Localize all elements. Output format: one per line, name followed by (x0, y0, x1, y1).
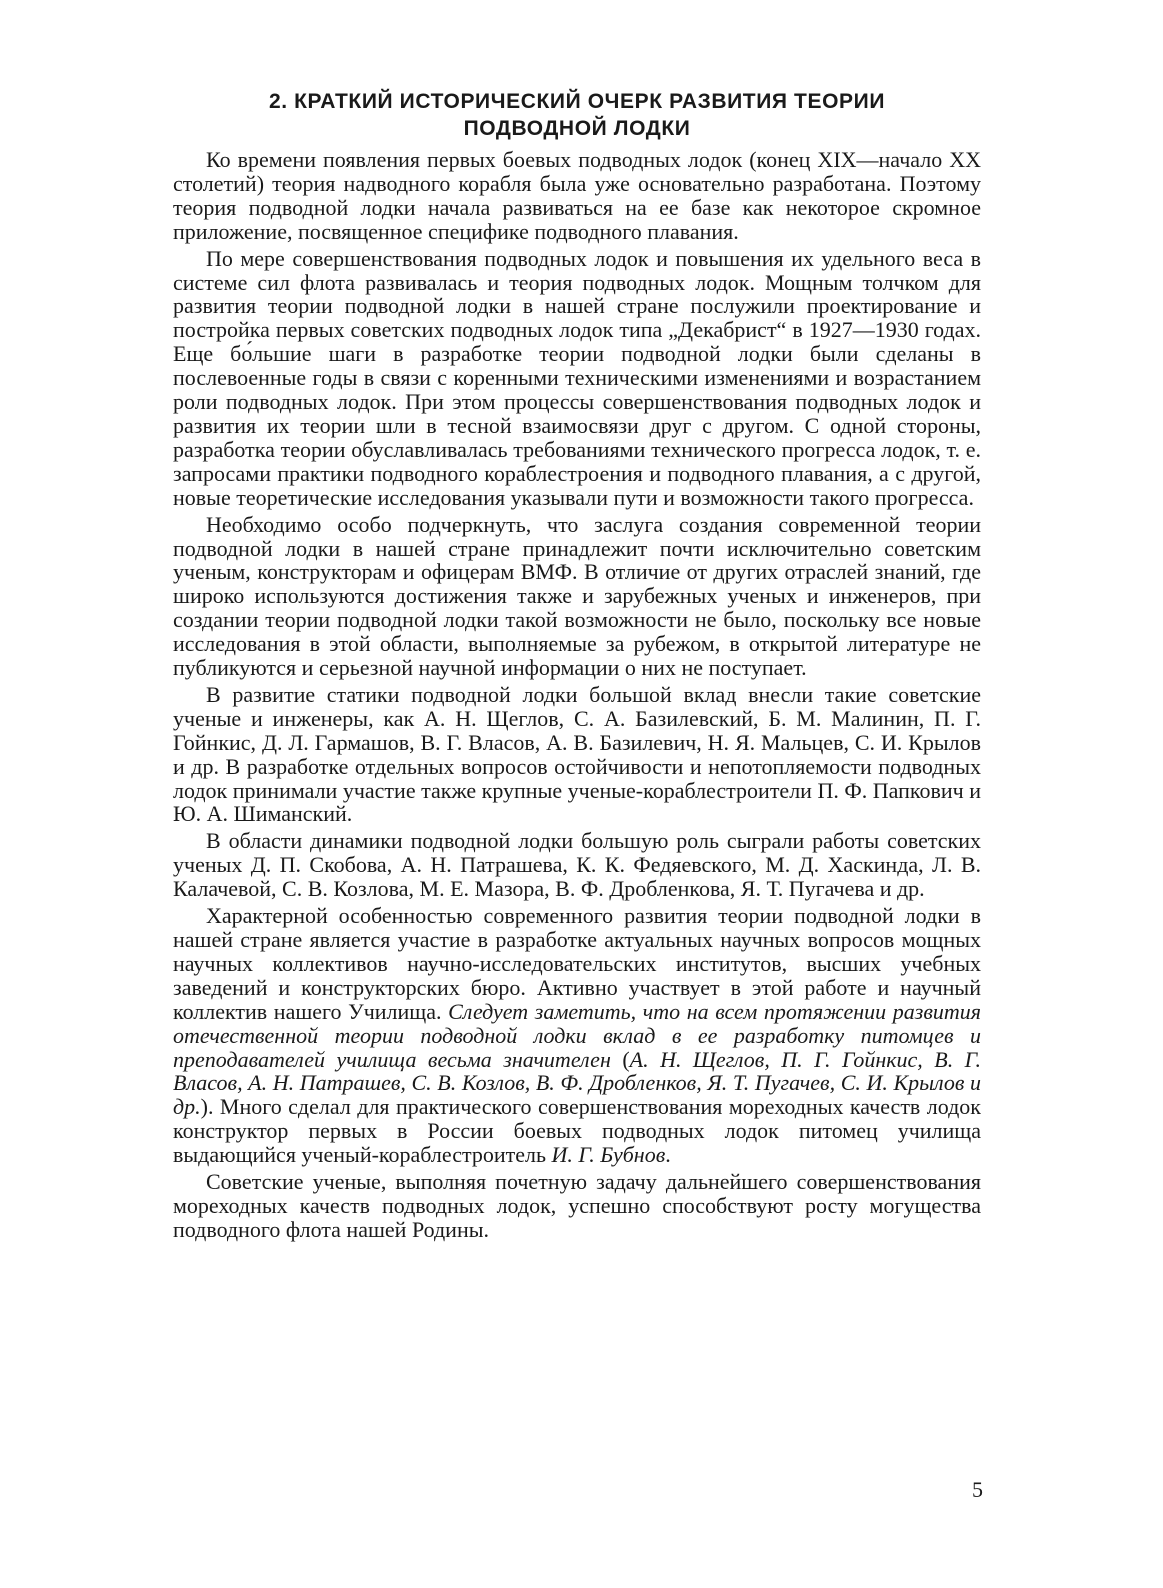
paragraph-2: По мере совершенствования подводных лодок и повышения их удельного веса в системе сил флота развивалась и теория подводных лодок. Мощным толчком для развития теории подводной лодки в нашей стране послужили проектирование и постройка первых советских подводных лодок типа „Декабрист“ в 1927—1930 годах. Еще бо́льшие шаги в разработке теории подводной лодки были сделаны в послевоенные годы в связи с коренными техническими изменениями и возрастанием роли подводных лодок. При этом процессы совершенствования подводных лодок и развития их теории шли в тесной взаимосвязи друг с другом. С одной стороны, разработка теории обуславливалась требованиями технического прогресса лодок, т. е. запросами практики подводного кораблестроения и подводного плавания, а с другой, новые теоретические исследования указывали пути и возможности такого прогресса. (173, 245, 981, 510)
paragraph-6-part-e: ). Много сделал для практического совершенствования мореходных качеств лодок конструктор первых в России боевых подводных лодок питомец училища выдающийся ученый-кораблестроитель (173, 1094, 981, 1168)
paragraph-6-italic-statement: Следует заметить, что на всем протяжении развития отечественной теории подводной лодки вклад в ее разработку питомцев и преподавателей училища весьма значителен (173, 998, 981, 1072)
paragraph-3: Необходимо особо подчеркнуть, что заслуга создания современной теории подводной лодки в нашей стране принадлежит почти исключительно советским ученым, конструкторам и офицерам ВМФ. В отличие от других отраслей знаний, где широко используются достижения также и зарубежных ученых и инженеров, при создании теории подводной лодки такой возможности не было, поскольку все новые исследования в этой области, выполняемые за рубежом, в открытой литературе не публикуются и серьезной научной информации о них не поступает. (173, 511, 981, 681)
page-content (173, 88, 981, 1242)
paragraph-5: В области динамики подводной лодки большую роль сыграли работы советских ученых Д. П. Скобова, А. Н. Патрашева, К. К. Федяевского, М. Д. Хаскинда, Л. В. Калачевой, С. В. Козлова, М. Е. Мазора, В. Ф. Дробленкова, Я. Т. Пугачева и др. (173, 828, 981, 902)
paragraph-6-italic-bubnov: И. Г. Бубнов (551, 1142, 666, 1168)
paragraph-6 (173, 904, 981, 1167)
paragraph-7: Советские ученые, выполняя почетную задачу дальнейшего совершенствования мореходных качеств подводных лодок, успешно способствуют росту могущества подводного флота нашей Родины. (173, 1169, 981, 1242)
paragraph-6-part-c: ( (610, 1046, 630, 1072)
section-title-line-1: 2. КРАТКИЙ ИСТОРИЧЕСКИЙ ОЧЕРК РАЗВИТИЯ ТЕОРИИ (268, 90, 886, 113)
paragraph-1: Ко времени появления первых боевых подводных лодок (конец XIX—начало XX столетий) теория надводного корабля была уже основательно разработана. Поэтому теория подводной лодки начала развиваться на ее базе как некоторое скромное приложение, посвященное специфике подводного плавания. (173, 147, 981, 244)
paragraph-6-part-a: Характерной особенностью современного развития теории подводной лодки в нашей стране является участие в разработке актуальных научных вопросов мощных научных коллективов научно-исследовательских институтов, высших учебных заведений и конструкторских бюро. Активно участвует в этой работе и научный коллектив нашего Училища. (173, 903, 981, 1024)
page-number: 5 (972, 1477, 983, 1502)
section-title (173, 88, 981, 142)
paragraph-4: В развитие статики подводной лодки большой вклад внесли такие советские ученые и инженеры, как А. Н. Щеглов, С. А. Базилевский, Б. М. Малинин, П. Г. Гойнкис, Д. Л. Гармашов, В. Г. Власов, А. В. Базилевич, Н. Я. Мальцев, С. И. Крылов и др. В разработке отдельных вопросов остойчивости и непотопляемости подводных лодок принимали участие также крупные ученые-кораблестроители П. Ф. Папкович и Ю. А. Шиманский. (173, 681, 981, 827)
section-title-line-2: ПОДВОДНОЙ ЛОДКИ (463, 117, 691, 140)
paragraph-6-italic-names: А. Н. Щеглов, П. Г. Гойнкис, В. Г. Власов, А. Н. Патрашев, С. В. Козлов, В. Ф. Дробленков, Я. Т. Пугачев, С. И. Крылов и др. (173, 1046, 982, 1120)
paragraph-6-part-g: . (665, 1142, 671, 1168)
